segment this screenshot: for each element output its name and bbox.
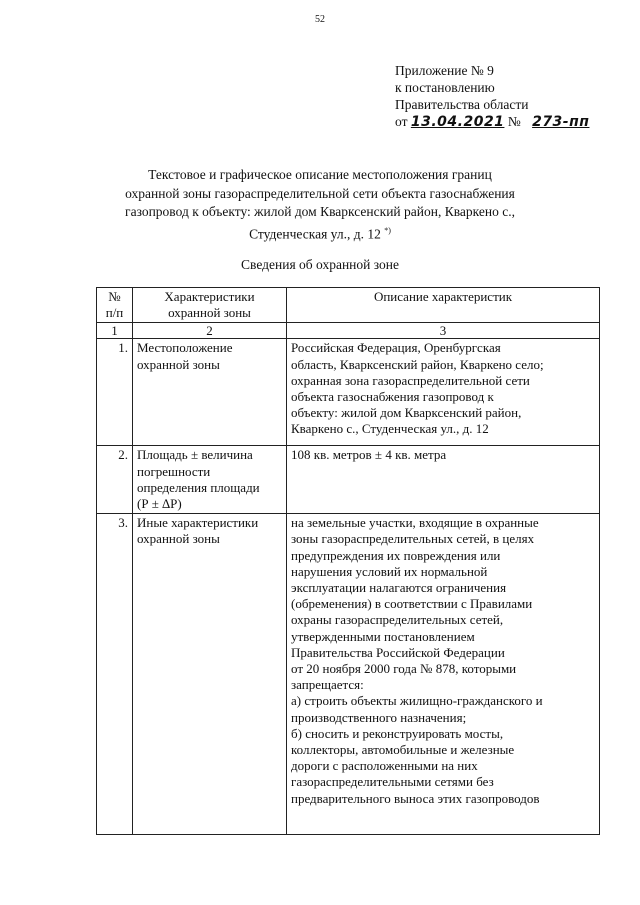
- characteristic-line: Иные характеристики: [137, 515, 259, 531]
- row-description: [287, 514, 600, 835]
- title-line-4-text: Студенческая ул., д. 12: [249, 226, 381, 241]
- document-title: [0, 166, 640, 244]
- handwritten-number: 273-пп: [532, 114, 590, 130]
- handwritten-date: 13.04.2021: [410, 114, 505, 130]
- row-characteristic: [133, 339, 287, 446]
- description-line: производственного назначения;: [291, 709, 467, 725]
- column-number: 3: [287, 323, 600, 339]
- header-col-number: [97, 288, 133, 323]
- row-characteristic: [133, 446, 287, 514]
- header-col2-line1: Характеристики: [164, 289, 255, 304]
- table-header-row: [97, 288, 600, 323]
- column-number: 2: [133, 323, 287, 339]
- row-number: 1.: [97, 339, 133, 446]
- characteristic-line: Местоположение: [137, 340, 233, 356]
- row-characteristic: [133, 514, 287, 835]
- description-line: газораспределительными сетями без: [291, 774, 494, 790]
- description-line: предварительного выноса этих газопроводов: [291, 790, 540, 806]
- characteristic-line: погрешности: [137, 463, 211, 479]
- table-row: [97, 446, 600, 514]
- protection-zone-table: [96, 287, 600, 835]
- page-number: 52: [315, 14, 325, 25]
- description-line: охранная зона газораспределительной сети: [291, 372, 530, 388]
- table-row: [97, 339, 600, 446]
- number-prefix: №: [507, 114, 521, 129]
- footnote-mark: *): [384, 225, 391, 235]
- description-line: на земельные участки, входящие в охранные: [291, 515, 539, 531]
- description-line: нарушения условий их нормальной: [291, 563, 488, 579]
- header-col2-line2: охранной зоны: [168, 305, 251, 321]
- protection-zone-table-wrap: [96, 287, 600, 835]
- description-line: охраны газораспределительных сетей,: [291, 612, 504, 628]
- characteristic-line: охранной зоны: [137, 531, 220, 547]
- column-number-row: [97, 323, 600, 339]
- description-line: утвержденными постановлением: [291, 628, 475, 644]
- description-line: (обременения) в соответствии с Правилами: [291, 596, 533, 612]
- description-line: б) сносить и реконструировать мосты,: [291, 725, 504, 741]
- appendix-line-2: к постановлению: [395, 80, 495, 95]
- title-line-3: газопровод к объекту: жилой дом Кварксенский район, Кваркено с.,: [125, 204, 515, 219]
- description-line: Кваркено с., Студенческая ул., д. 12: [291, 421, 489, 437]
- appendix-line-3: Правительства области: [395, 97, 529, 112]
- description-line: 108 кв. метров ± 4 кв. метра: [291, 447, 447, 463]
- title-line-1: Текстовое и графическое описание местоположения границ: [148, 167, 492, 182]
- description-line: зоны газораспределительных сетей, в целях: [291, 531, 535, 547]
- description-line: от 20 ноября 2000 года № 878, которыми: [291, 661, 517, 677]
- row-description: [287, 446, 600, 514]
- characteristic-line: определения площади: [137, 479, 260, 495]
- header-col-description: Описание характеристик: [287, 288, 600, 323]
- row-number: 3.: [97, 514, 133, 835]
- title-line-4: [0, 222, 640, 244]
- appendix-date-line: [395, 113, 589, 131]
- characteristic-line: охранной зоны: [137, 356, 220, 372]
- row-description: [287, 339, 600, 446]
- description-line: коллекторы, автомобильные и железные: [291, 742, 515, 758]
- column-number: 1: [97, 323, 133, 339]
- description-line: область, Кварксенский район, Кваркено село;: [291, 356, 544, 372]
- description-line: предупреждения их повреждения или: [291, 547, 501, 563]
- description-line: запрещается:: [291, 677, 364, 693]
- row-number: 2.: [97, 446, 133, 514]
- characteristic-line: Площадь ± величина: [137, 447, 253, 463]
- date-prefix: от: [395, 114, 408, 129]
- title-line-2: охранной зоны газораспределительной сети объекта газоснабжения: [125, 185, 515, 201]
- description-line: объекта газоснабжения газопровод к: [291, 389, 494, 405]
- appendix-block: [395, 62, 589, 131]
- section-subtitle: Сведения об охранной зоне: [241, 257, 399, 272]
- description-line: дороги с расположенными на них: [291, 758, 478, 774]
- header-col1-line2: п/п: [105, 305, 124, 321]
- table-row: [97, 514, 600, 835]
- description-line: эксплуатации налагаются ограничения: [291, 580, 507, 596]
- appendix-line-1: Приложение № 9: [395, 63, 494, 78]
- header-col-characteristics: [133, 288, 287, 323]
- description-line: Правительства Российской Федерации: [291, 644, 505, 660]
- description-line: а) строить объекты жилищно-гражданского и: [291, 693, 543, 709]
- header-col1-line1: №: [108, 289, 121, 304]
- description-line: объекту: жилой дом Кварксенский район,: [291, 405, 522, 421]
- description-line: Российская Федерация, Оренбургская: [291, 340, 501, 356]
- characteristic-line: (Р ± ∆Р): [137, 496, 182, 512]
